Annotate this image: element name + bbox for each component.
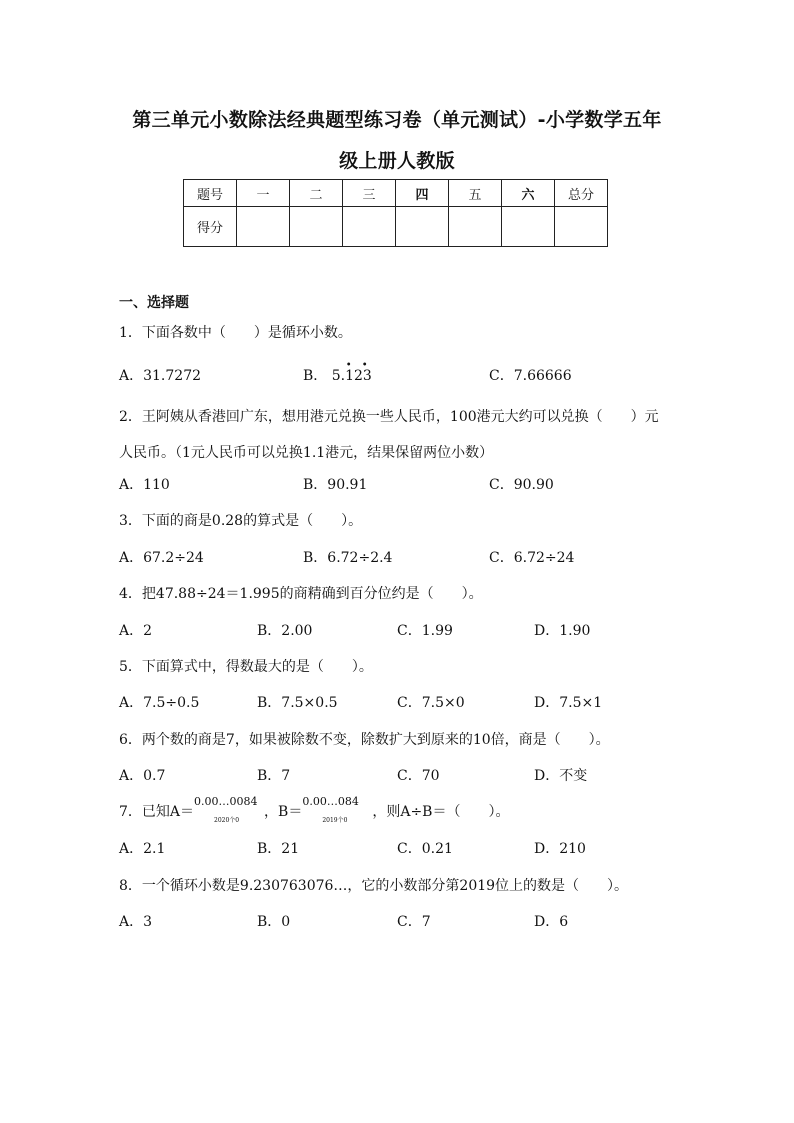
q2-option-c: C．90.90 xyxy=(489,477,554,493)
q6-option-a: A．0.7 xyxy=(119,768,166,784)
question-6: 6．两个数的商是7，如果被除数不变，除数扩大到原来的10倍，商是（ ）。 xyxy=(119,732,610,748)
score-input-cell[interactable] xyxy=(449,207,502,247)
q7-text-a: 7．已知A＝ xyxy=(119,804,195,820)
question-5: 5．下面算式中，得数最大的是（ ）。 xyxy=(119,659,373,675)
score-header-cell: 五 xyxy=(449,180,502,207)
repeat-dot: • xyxy=(361,360,368,371)
q4-option-c: C．1.99 xyxy=(397,623,453,639)
q7-text-b: ，B＝ xyxy=(264,804,303,820)
q1-option-b-value: 5.123 xyxy=(331,368,372,384)
q4-option-b: B．2.00 xyxy=(257,623,313,639)
score-input-cell[interactable] xyxy=(396,207,449,247)
q5-option-c: C．7.5×0 xyxy=(397,695,465,711)
section-heading: 一、选择题 xyxy=(119,295,189,311)
q3-option-c: C．6.72÷24 xyxy=(489,550,575,566)
question-3: 3．下面的商是0.28的算式是（ ）。 xyxy=(119,513,363,529)
question-7 xyxy=(119,795,510,824)
q1-option-a: A．31.7272 xyxy=(119,368,202,384)
score-input-cell[interactable] xyxy=(502,207,555,247)
question-1: 1．下面各数中（ ）是循环小数。 xyxy=(119,325,352,341)
page-title-line1: 第三单元小数除法经典题型练习卷（单元测试）-小学数学五年 xyxy=(132,109,662,131)
score-header-cell: 四 xyxy=(396,180,449,207)
q7-option-c: C．0.21 xyxy=(397,841,453,857)
score-row-label: 得分 xyxy=(184,207,237,247)
q6-option-b: B．7 xyxy=(257,768,291,784)
q3-option-b: B．6.72÷2.4 xyxy=(303,550,393,566)
q7-value-b-subscript: 2019个0 xyxy=(322,817,348,824)
score-input-cell[interactable] xyxy=(343,207,396,247)
q4-option-a: A．2 xyxy=(119,623,153,639)
q5-option-d: D．7.5×1 xyxy=(534,695,603,711)
score-header-cell: 一 xyxy=(237,180,290,207)
q8-option-c: C．7 xyxy=(397,914,431,930)
q7-option-d: D．210 xyxy=(534,841,586,857)
score-table xyxy=(183,179,608,247)
q1-option-b xyxy=(303,360,372,385)
question-4: 4．把47.88÷24＝1.995的商精确到百分位约是（ ）。 xyxy=(119,586,483,602)
q2-option-b: B．90.91 xyxy=(303,477,368,493)
q8-option-a: A．3 xyxy=(119,914,153,930)
q5-option-b: B．7.5×0.5 xyxy=(257,695,338,711)
q8-option-d: D．6 xyxy=(534,914,569,930)
score-table-score-row xyxy=(184,207,608,247)
repeating-decimal xyxy=(331,360,372,384)
score-header-cell: 六 xyxy=(502,180,555,207)
score-header-cell: 三 xyxy=(343,180,396,207)
q5-option-a: A．7.5÷0.5 xyxy=(119,695,200,711)
q7-value-a-number: 0.00…0084 xyxy=(194,795,258,808)
q1-option-c: C．7.66666 xyxy=(489,368,572,384)
page-title-line2: 级上册人教版 xyxy=(339,150,455,172)
q7-option-a: A．2.1 xyxy=(119,841,166,857)
score-input-cell[interactable] xyxy=(555,207,608,247)
q7-value-b-number: 0.00…084 xyxy=(302,795,359,808)
q7-option-b: B．21 xyxy=(257,841,300,857)
q7-text-c: ，则A÷B＝（ ）。 xyxy=(372,804,510,820)
question-2: 2．王阿姨从香港回广东，想用港元兑换一些人民币，100港元大约可以兑换（ ）元 xyxy=(119,409,659,425)
q1-option-b-label: B． xyxy=(303,368,328,384)
score-header-cell: 二 xyxy=(290,180,343,207)
q6-option-c: C．70 xyxy=(397,768,440,784)
score-input-cell[interactable] xyxy=(237,207,290,247)
q4-option-d: D．1.90 xyxy=(534,623,591,639)
score-header-cell: 题号 xyxy=(184,180,237,207)
question-2-line2: 人民币。（1元人民币可以兑换1.1港元，结果保留两位小数） xyxy=(119,445,494,461)
score-input-cell[interactable] xyxy=(290,207,343,247)
repeat-dot: • xyxy=(345,360,352,371)
score-header-cell: 总分 xyxy=(555,180,608,207)
q6-option-d: D．不变 xyxy=(534,768,588,784)
q2-option-a: A．110 xyxy=(119,477,170,493)
score-table-header-row xyxy=(184,180,608,207)
q3-option-a: A．67.2÷24 xyxy=(119,550,204,566)
q7-value-b xyxy=(302,795,372,824)
q8-option-b: B．0 xyxy=(257,914,291,930)
q7-value-a-subscript: 2020个0 xyxy=(214,817,240,824)
q7-value-a xyxy=(194,795,264,824)
question-8: 8．一个循环小数是9.230763076…，它的小数部分第2019位上的数是（ ）。 xyxy=(119,878,629,894)
